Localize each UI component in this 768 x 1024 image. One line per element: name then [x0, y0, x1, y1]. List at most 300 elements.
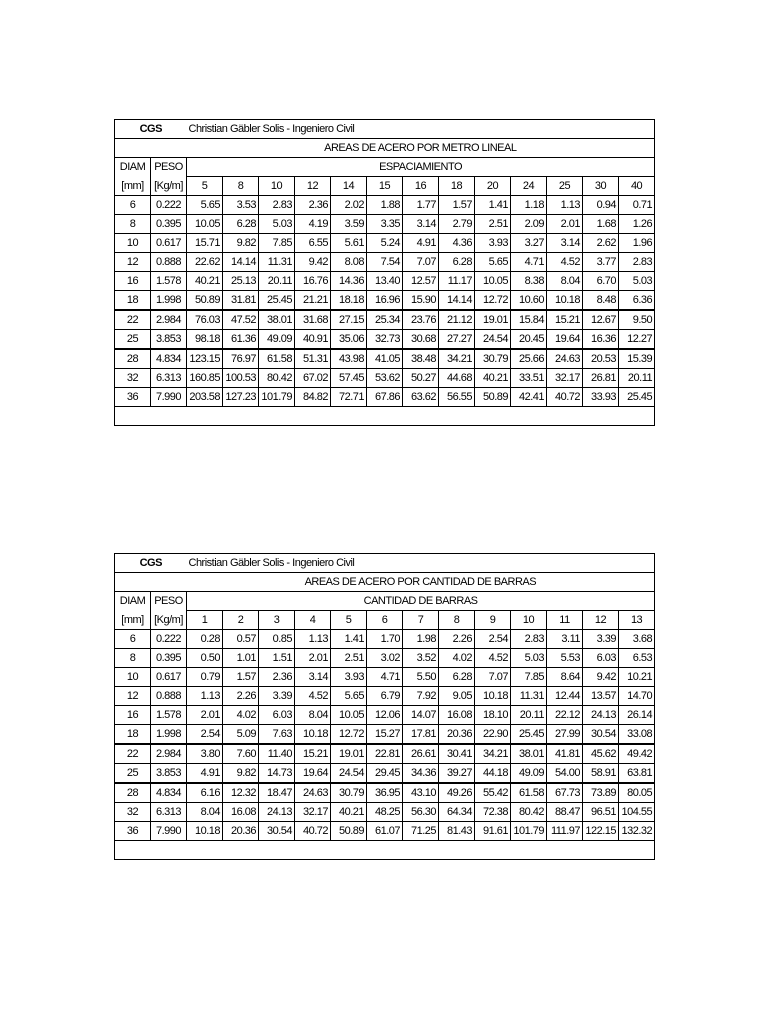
area-value-cell: 61.58	[511, 783, 547, 803]
diam-cell: 25	[115, 330, 151, 350]
author-label: Christian Gäbler Solis - Ingeniero Civil	[187, 554, 655, 573]
area-value-cell: 8.04	[295, 706, 331, 725]
group-header: ESPACIAMIENTO	[187, 158, 655, 177]
column-header-value: 10	[259, 177, 295, 196]
column-header-value: 5	[331, 611, 367, 630]
peso-header: PESO	[151, 592, 187, 611]
area-value-cell: 27.99	[547, 725, 583, 745]
area-value-cell: 10.21	[619, 668, 655, 687]
area-value-cell: 0.71	[619, 196, 655, 215]
peso-cell: 4.834	[151, 783, 187, 803]
area-value-cell: 14.70	[619, 687, 655, 706]
area-value-cell: 15.27	[367, 725, 403, 745]
area-value-cell: 9.42	[295, 253, 331, 272]
peso-cell: 1.998	[151, 291, 187, 311]
table-row	[115, 668, 655, 687]
area-value-cell: 40.91	[295, 330, 331, 350]
peso-cell: 4.834	[151, 349, 187, 369]
area-value-cell: 6.03	[259, 706, 295, 725]
table-row	[115, 291, 655, 311]
footer-blank-cell	[115, 407, 655, 426]
diam-header: DIAM	[115, 158, 151, 177]
table-row	[115, 349, 655, 369]
area-value-cell: 49.09	[259, 330, 295, 350]
area-value-cell: 26.81	[583, 369, 619, 388]
area-value-cell: 3.53	[223, 196, 259, 215]
area-value-cell: 56.55	[439, 388, 475, 407]
area-value-cell: 127.23	[223, 388, 259, 407]
area-value-cell: 26.61	[403, 744, 439, 764]
area-value-cell: 2.54	[187, 725, 223, 745]
area-value-cell: 34.21	[439, 349, 475, 369]
area-value-cell: 15.84	[511, 310, 547, 330]
area-value-cell: 1.26	[619, 215, 655, 234]
peso-cell: 0.617	[151, 234, 187, 253]
area-value-cell: 9.82	[223, 764, 259, 784]
peso-cell: 0.888	[151, 253, 187, 272]
steel-area-per-bar-count-table	[114, 553, 654, 860]
area-value-cell: 43.98	[331, 349, 367, 369]
area-value-cell: 11.31	[511, 687, 547, 706]
footer-row	[115, 407, 655, 426]
area-value-cell: 0.94	[583, 196, 619, 215]
area-value-cell: 3.80	[187, 744, 223, 764]
area-value-cell: 5.50	[403, 668, 439, 687]
brand-label: CGS	[115, 554, 187, 573]
column-header-value: 9	[475, 611, 511, 630]
area-value-cell: 10.05	[187, 215, 223, 234]
area-value-cell: 3.35	[367, 215, 403, 234]
diam-unit: [mm]	[115, 611, 151, 630]
area-value-cell: 2.51	[331, 649, 367, 668]
area-value-cell: 40.21	[187, 272, 223, 291]
area-value-cell: 3.68	[619, 630, 655, 649]
column-header-value: 12	[583, 611, 619, 630]
area-value-cell: 4.36	[439, 234, 475, 253]
area-value-cell: 8.08	[331, 253, 367, 272]
area-value-cell: 1.57	[439, 196, 475, 215]
peso-cell: 1.578	[151, 706, 187, 725]
area-value-cell: 123.15	[187, 349, 223, 369]
header-row	[115, 120, 655, 139]
area-value-cell: 11.31	[259, 253, 295, 272]
diam-cell: 12	[115, 687, 151, 706]
column-header-value: 2	[223, 611, 259, 630]
table-row	[115, 706, 655, 725]
diam-cell: 22	[115, 310, 151, 330]
area-value-cell: 4.52	[295, 687, 331, 706]
area-value-cell: 33.51	[511, 369, 547, 388]
area-value-cell: 7.60	[223, 744, 259, 764]
area-value-cell: 53.62	[367, 369, 403, 388]
area-value-cell: 12.57	[403, 272, 439, 291]
area-value-cell: 2.01	[187, 706, 223, 725]
area-value-cell: 21.12	[439, 310, 475, 330]
area-value-cell: 84.82	[295, 388, 331, 407]
area-value-cell: 160.85	[187, 369, 223, 388]
area-value-cell: 22.12	[547, 706, 583, 725]
area-value-cell: 132.32	[619, 822, 655, 841]
area-value-cell: 27.15	[331, 310, 367, 330]
column-header-value: 11	[547, 611, 583, 630]
area-value-cell: 1.57	[223, 668, 259, 687]
column-header-value: 30	[583, 177, 619, 196]
area-value-cell: 6.55	[295, 234, 331, 253]
area-value-cell: 20.11	[511, 706, 547, 725]
diam-cell: 28	[115, 349, 151, 369]
area-value-cell: 4.02	[439, 649, 475, 668]
column-header-value: 4	[295, 611, 331, 630]
area-value-cell: 67.02	[295, 369, 331, 388]
area-value-cell: 88.47	[547, 803, 583, 822]
area-value-cell: 7.85	[511, 668, 547, 687]
area-value-cell: 1.18	[511, 196, 547, 215]
area-value-cell: 30.79	[331, 783, 367, 803]
area-value-cell: 1.77	[403, 196, 439, 215]
peso-header: PESO	[151, 158, 187, 177]
peso-cell: 0.222	[151, 630, 187, 649]
area-value-cell: 25.45	[511, 725, 547, 745]
peso-cell: 2.984	[151, 310, 187, 330]
area-value-cell: 4.02	[223, 706, 259, 725]
area-value-cell: 29.45	[367, 764, 403, 784]
area-value-cell: 58.91	[583, 764, 619, 784]
diam-cell: 8	[115, 649, 151, 668]
table-title: AREAS DE ACERO POR METRO LINEAL	[187, 139, 655, 158]
area-value-cell: 1.96	[619, 234, 655, 253]
area-value-cell: 41.05	[367, 349, 403, 369]
units-row	[115, 177, 655, 196]
area-value-cell: 18.47	[259, 783, 295, 803]
diam-cell: 28	[115, 783, 151, 803]
area-value-cell: 2.83	[619, 253, 655, 272]
area-value-cell: 8.04	[187, 803, 223, 822]
column-header-value: 20	[475, 177, 511, 196]
area-value-cell: 31.68	[295, 310, 331, 330]
area-value-cell: 27.27	[439, 330, 475, 350]
area-value-cell: 6.70	[583, 272, 619, 291]
area-value-cell: 20.36	[439, 725, 475, 745]
area-value-cell: 5.65	[475, 253, 511, 272]
peso-cell: 2.984	[151, 744, 187, 764]
area-value-cell: 32.17	[295, 803, 331, 822]
area-value-cell: 72.71	[331, 388, 367, 407]
diam-cell: 12	[115, 253, 151, 272]
area-value-cell: 12.27	[619, 330, 655, 350]
area-value-cell: 8.64	[547, 668, 583, 687]
area-value-cell: 56.30	[403, 803, 439, 822]
author-label: Christian Gäbler Solis - Ingeniero Civil	[187, 120, 655, 139]
steel-area-per-meter-table	[114, 119, 654, 426]
area-value-cell: 61.58	[259, 349, 295, 369]
diam-cell: 32	[115, 803, 151, 822]
area-value-cell: 67.86	[367, 388, 403, 407]
area-value-cell: 50.27	[403, 369, 439, 388]
area-value-cell: 101.79	[511, 822, 547, 841]
area-value-cell: 10.18	[475, 687, 511, 706]
area-value-cell: 1.13	[187, 687, 223, 706]
column-header-row	[115, 592, 655, 611]
area-value-cell: 2.26	[439, 630, 475, 649]
area-value-cell: 14.14	[223, 253, 259, 272]
area-value-cell: 24.63	[295, 783, 331, 803]
area-value-cell: 34.36	[403, 764, 439, 784]
area-value-cell: 72.38	[475, 803, 511, 822]
area-value-cell: 24.63	[547, 349, 583, 369]
area-value-cell: 3.11	[547, 630, 583, 649]
table-row	[115, 369, 655, 388]
area-value-cell: 35.06	[331, 330, 367, 350]
area-value-cell: 91.61	[475, 822, 511, 841]
peso-cell: 1.998	[151, 725, 187, 745]
area-value-cell: 55.42	[475, 783, 511, 803]
area-value-cell: 20.11	[259, 272, 295, 291]
area-value-cell: 3.27	[511, 234, 547, 253]
area-value-cell: 63.81	[619, 764, 655, 784]
area-value-cell: 23.76	[403, 310, 439, 330]
area-value-cell: 10.05	[475, 272, 511, 291]
area-value-cell: 63.62	[403, 388, 439, 407]
area-value-cell: 7.63	[259, 725, 295, 745]
area-value-cell: 19.01	[331, 744, 367, 764]
area-value-cell: 2.62	[583, 234, 619, 253]
area-value-cell: 51.31	[295, 349, 331, 369]
column-header-value: 12	[295, 177, 331, 196]
area-value-cell: 10.18	[547, 291, 583, 311]
area-value-cell: 15.39	[619, 349, 655, 369]
table-grid	[114, 119, 655, 426]
column-header-value: 16	[403, 177, 439, 196]
area-value-cell: 1.98	[403, 630, 439, 649]
table-row	[115, 630, 655, 649]
area-value-cell: 96.51	[583, 803, 619, 822]
area-value-cell: 3.52	[403, 649, 439, 668]
column-header-value: 13	[619, 611, 655, 630]
area-value-cell: 9.05	[439, 687, 475, 706]
area-value-cell: 3.14	[295, 668, 331, 687]
area-value-cell: 50.89	[475, 388, 511, 407]
area-value-cell: 19.64	[547, 330, 583, 350]
area-value-cell: 0.50	[187, 649, 223, 668]
area-value-cell: 4.91	[403, 234, 439, 253]
area-value-cell: 50.89	[187, 291, 223, 311]
area-value-cell: 5.03	[619, 272, 655, 291]
area-value-cell: 100.53	[223, 369, 259, 388]
area-value-cell: 38.01	[511, 744, 547, 764]
table-row	[115, 803, 655, 822]
area-value-cell: 5.65	[331, 687, 367, 706]
diam-unit: [mm]	[115, 177, 151, 196]
area-value-cell: 1.88	[367, 196, 403, 215]
area-value-cell: 2.83	[259, 196, 295, 215]
footer-blank-cell	[115, 841, 655, 860]
area-value-cell: 11.40	[259, 744, 295, 764]
column-header-value: 18	[439, 177, 475, 196]
diam-cell: 6	[115, 630, 151, 649]
area-value-cell: 8.04	[547, 272, 583, 291]
area-value-cell: 6.36	[619, 291, 655, 311]
area-value-cell: 20.11	[619, 369, 655, 388]
area-value-cell: 14.07	[403, 706, 439, 725]
table-grid	[114, 553, 655, 860]
area-value-cell: 3.93	[475, 234, 511, 253]
area-value-cell: 12.44	[547, 687, 583, 706]
area-value-cell: 2.54	[475, 630, 511, 649]
table-row	[115, 783, 655, 803]
area-value-cell: 15.21	[295, 744, 331, 764]
area-value-cell: 49.09	[511, 764, 547, 784]
title-row	[115, 573, 655, 592]
area-value-cell: 12.72	[331, 725, 367, 745]
area-value-cell: 14.73	[259, 764, 295, 784]
area-value-cell: 4.71	[367, 668, 403, 687]
area-value-cell: 0.85	[259, 630, 295, 649]
units-row	[115, 611, 655, 630]
area-value-cell: 0.28	[187, 630, 223, 649]
area-value-cell: 30.41	[439, 744, 475, 764]
table-row	[115, 196, 655, 215]
area-value-cell: 40.72	[547, 388, 583, 407]
column-header-value: 24	[511, 177, 547, 196]
area-value-cell: 33.08	[619, 725, 655, 745]
peso-cell: 1.578	[151, 272, 187, 291]
area-value-cell: 1.70	[367, 630, 403, 649]
area-value-cell: 76.03	[187, 310, 223, 330]
table-row	[115, 822, 655, 841]
area-value-cell: 22.90	[475, 725, 511, 745]
area-value-cell: 61.07	[367, 822, 403, 841]
area-value-cell: 13.57	[583, 687, 619, 706]
group-header: CANTIDAD DE BARRAS	[187, 592, 655, 611]
column-header-value: 10	[511, 611, 547, 630]
area-value-cell: 34.21	[475, 744, 511, 764]
area-value-cell: 5.53	[547, 649, 583, 668]
diam-cell: 16	[115, 706, 151, 725]
area-value-cell: 3.14	[403, 215, 439, 234]
area-value-cell: 3.02	[367, 649, 403, 668]
area-value-cell: 44.18	[475, 764, 511, 784]
area-value-cell: 11.17	[439, 272, 475, 291]
area-value-cell: 9.50	[619, 310, 655, 330]
column-header-value: 15	[367, 177, 403, 196]
table-row	[115, 649, 655, 668]
area-value-cell: 31.81	[223, 291, 259, 311]
column-header-value: 5	[187, 177, 223, 196]
area-value-cell: 61.36	[223, 330, 259, 350]
area-value-cell: 6.28	[439, 668, 475, 687]
area-value-cell: 2.09	[511, 215, 547, 234]
area-value-cell: 25.66	[511, 349, 547, 369]
area-value-cell: 0.57	[223, 630, 259, 649]
column-header-value: 6	[367, 611, 403, 630]
area-value-cell: 30.54	[259, 822, 295, 841]
area-value-cell: 3.93	[331, 668, 367, 687]
area-value-cell: 25.45	[259, 291, 295, 311]
area-value-cell: 101.79	[259, 388, 295, 407]
area-value-cell: 1.13	[547, 196, 583, 215]
table-body	[115, 554, 655, 860]
peso-unit: [Kg/m]	[151, 177, 187, 196]
area-value-cell: 32.73	[367, 330, 403, 350]
area-value-cell: 80.42	[259, 369, 295, 388]
area-value-cell: 13.40	[367, 272, 403, 291]
column-header-value: 8	[223, 177, 259, 196]
table-row	[115, 744, 655, 764]
area-value-cell: 1.41	[331, 630, 367, 649]
area-value-cell: 48.25	[367, 803, 403, 822]
area-value-cell: 1.13	[295, 630, 331, 649]
area-value-cell: 14.36	[331, 272, 367, 291]
area-value-cell: 7.07	[475, 668, 511, 687]
area-value-cell: 8.38	[511, 272, 547, 291]
area-value-cell: 2.36	[295, 196, 331, 215]
table-row	[115, 388, 655, 407]
area-value-cell: 98.18	[187, 330, 223, 350]
column-header-value: 25	[547, 177, 583, 196]
area-value-cell: 8.48	[583, 291, 619, 311]
area-value-cell: 2.26	[223, 687, 259, 706]
area-value-cell: 1.01	[223, 649, 259, 668]
area-value-cell: 16.08	[439, 706, 475, 725]
area-value-cell: 20.45	[511, 330, 547, 350]
area-value-cell: 4.52	[547, 253, 583, 272]
peso-cell: 0.222	[151, 196, 187, 215]
area-value-cell: 40.21	[331, 803, 367, 822]
table-row	[115, 725, 655, 745]
diam-cell: 36	[115, 822, 151, 841]
area-value-cell: 7.92	[403, 687, 439, 706]
area-value-cell: 19.01	[475, 310, 511, 330]
area-value-cell: 38.01	[259, 310, 295, 330]
area-value-cell: 24.13	[259, 803, 295, 822]
area-value-cell: 22.62	[187, 253, 223, 272]
area-value-cell: 15.90	[403, 291, 439, 311]
area-value-cell: 5.09	[223, 725, 259, 745]
diam-cell: 25	[115, 764, 151, 784]
header-row	[115, 554, 655, 573]
area-value-cell: 57.45	[331, 369, 367, 388]
footer-row	[115, 841, 655, 860]
blank-cell	[115, 573, 187, 592]
area-value-cell: 42.41	[511, 388, 547, 407]
peso-cell: 6.313	[151, 369, 187, 388]
area-value-cell: 5.03	[259, 215, 295, 234]
area-value-cell: 43.10	[403, 783, 439, 803]
area-value-cell: 12.72	[475, 291, 511, 311]
area-value-cell: 36.95	[367, 783, 403, 803]
area-value-cell: 203.58	[187, 388, 223, 407]
peso-cell: 0.395	[151, 649, 187, 668]
area-value-cell: 0.79	[187, 668, 223, 687]
diam-cell: 6	[115, 196, 151, 215]
area-value-cell: 2.51	[475, 215, 511, 234]
area-value-cell: 22.81	[367, 744, 403, 764]
peso-cell: 7.990	[151, 822, 187, 841]
table-row	[115, 687, 655, 706]
area-value-cell: 7.07	[403, 253, 439, 272]
blank-cell	[115, 139, 187, 158]
peso-cell: 6.313	[151, 803, 187, 822]
table-row	[115, 330, 655, 350]
area-value-cell: 71.25	[403, 822, 439, 841]
area-value-cell: 7.85	[259, 234, 295, 253]
area-value-cell: 76.97	[223, 349, 259, 369]
table-title: AREAS DE ACERO POR CANTIDAD DE BARRAS	[187, 573, 655, 592]
area-value-cell: 24.54	[331, 764, 367, 784]
area-value-cell: 64.34	[439, 803, 475, 822]
area-value-cell: 26.14	[619, 706, 655, 725]
peso-cell: 0.888	[151, 687, 187, 706]
